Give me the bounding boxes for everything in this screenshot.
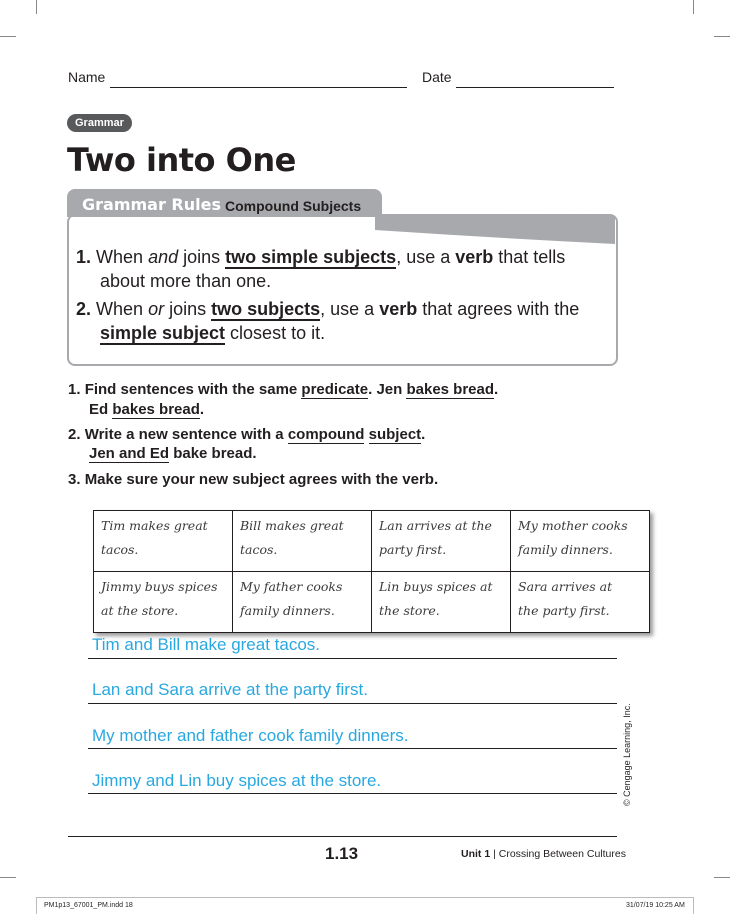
step-1 (68, 380, 498, 400)
rule-2-line-2 (100, 321, 325, 345)
answer-3[interactable]: My mother and father cook family dinners. (92, 726, 409, 745)
footer-rule (68, 836, 617, 837)
table-cell (372, 511, 511, 572)
cell-line: tacos. (240, 542, 278, 557)
step-text: Find sentences with the same (84, 381, 302, 398)
cell-line: family dinners. (240, 603, 335, 618)
rule-keyword: verb (379, 299, 418, 319)
rule-text: closest to it. (225, 323, 326, 343)
step-keyword: compound (287, 426, 365, 443)
date-field-line[interactable] (456, 87, 614, 88)
step-number: 3. (68, 471, 81, 488)
rule-text: joins (164, 299, 212, 319)
table-cell (511, 572, 650, 633)
cell-line: at the store. (101, 603, 179, 618)
sentence-table (93, 510, 650, 633)
step-text: Make sure your new subject agrees with the verb. (84, 471, 439, 488)
rule-text: and (148, 247, 179, 267)
unit-title: | Crossing Between Cultures (490, 848, 626, 860)
step-number: 1. (68, 381, 81, 398)
step-text: . Jen (368, 381, 407, 398)
crop-mark (714, 36, 730, 37)
cell-line: My father cooks (240, 579, 343, 594)
step-text: Ed (89, 401, 113, 418)
name-field-line[interactable] (110, 87, 407, 88)
step-keyword: subject (368, 426, 422, 443)
page-number: 1.13 (325, 844, 359, 863)
answer-line (88, 748, 617, 749)
rule-text: that agrees with the (417, 299, 580, 319)
cell-line: Jimmy buys spices (101, 579, 218, 594)
step-text: . (421, 426, 426, 443)
crop-mark (714, 877, 730, 878)
step-2 (68, 425, 425, 445)
page-title: Two into One (67, 141, 296, 179)
step-text: Write a new sentence with a (84, 426, 288, 443)
rule-text: , use a (320, 299, 380, 319)
cell-line: Lin buys spices at (379, 579, 493, 594)
answer-1[interactable]: Tim and Bill make great tacos. (92, 635, 321, 654)
cell-line: Lan arrives at the (379, 518, 492, 533)
rule-text: joins (178, 247, 226, 267)
date-label: Date (422, 69, 452, 85)
table-row (94, 572, 650, 633)
table-cell (511, 511, 650, 572)
crop-mark (693, 0, 694, 14)
table-cell (372, 572, 511, 633)
rule-2 (76, 297, 606, 321)
answer-line (88, 703, 617, 704)
grammar-rules-subheading: Compound Subjects (225, 198, 362, 214)
crop-mark (36, 0, 37, 14)
cell-line: the party first. (518, 603, 610, 618)
step-text: . (494, 381, 499, 398)
slug-bar (36, 897, 694, 914)
rule-text: that tells (493, 247, 566, 267)
rules-band (375, 214, 617, 244)
answer-4[interactable]: Jimmy and Lin buy spices at the store. (92, 771, 382, 790)
table-cell (94, 511, 233, 572)
copyright-notice: © Cengage Learning, Inc. (622, 703, 632, 806)
rule-keyword: two simple subjects (225, 247, 397, 267)
slug-timestamp: 31/07/19 10:25 AM (626, 902, 685, 909)
rule-1-line-2: about more than one. (100, 271, 272, 291)
cell-line: the store. (379, 603, 440, 618)
step-keyword: predicate (301, 381, 369, 398)
cell-line: tacos. (101, 542, 139, 557)
slug-filename: PM1p13_67001_PM.indd 18 (44, 902, 133, 909)
rule-text: When (96, 299, 149, 319)
step-2-line-2 (89, 444, 257, 464)
cell-line: Tim makes great (101, 518, 208, 533)
answer-line (88, 658, 617, 659)
table-cell (233, 572, 372, 633)
grammar-rules-heading: Grammar Rules (82, 195, 221, 214)
step-text: bake bread. (169, 445, 257, 462)
rule-keyword: simple subject (100, 323, 226, 343)
rule-text: or (148, 299, 165, 319)
unit-number: Unit 1 (461, 848, 491, 860)
table-cell (94, 572, 233, 633)
step-1-line-2 (89, 400, 204, 420)
rule-1 (76, 245, 606, 269)
cell-line: Bill makes great (240, 518, 344, 533)
cell-line: My mother cooks (518, 518, 628, 533)
rule-keyword: verb (455, 247, 494, 267)
rule-number: 2. (76, 299, 92, 319)
cell-line: family dinners. (518, 542, 613, 557)
step-text: . (199, 401, 205, 418)
step-keyword: bakes bread (112, 401, 200, 418)
unit-label (461, 848, 626, 860)
rule-keyword: two subjects (211, 299, 321, 319)
step-number: 2. (68, 426, 81, 443)
answer-line (88, 793, 617, 794)
crop-mark (0, 877, 16, 878)
step-text (364, 426, 368, 443)
cell-line: Sara arrives at (518, 579, 613, 594)
table-row (94, 511, 650, 572)
step-keyword: bakes bread (406, 381, 495, 398)
rule-text: When (96, 247, 149, 267)
step-keyword: Jen and Ed (89, 445, 170, 462)
crop-mark (0, 36, 16, 37)
grammar-badge: Grammar (67, 114, 132, 132)
cell-line: party first. (379, 542, 447, 557)
answer-2[interactable]: Lan and Sara arrive at the party first. (92, 680, 368, 699)
rule-number: 1. (76, 247, 92, 267)
rule-text: , use a (396, 247, 456, 267)
table-cell (233, 511, 372, 572)
step-3 (68, 470, 438, 490)
name-label: Name (68, 69, 106, 85)
